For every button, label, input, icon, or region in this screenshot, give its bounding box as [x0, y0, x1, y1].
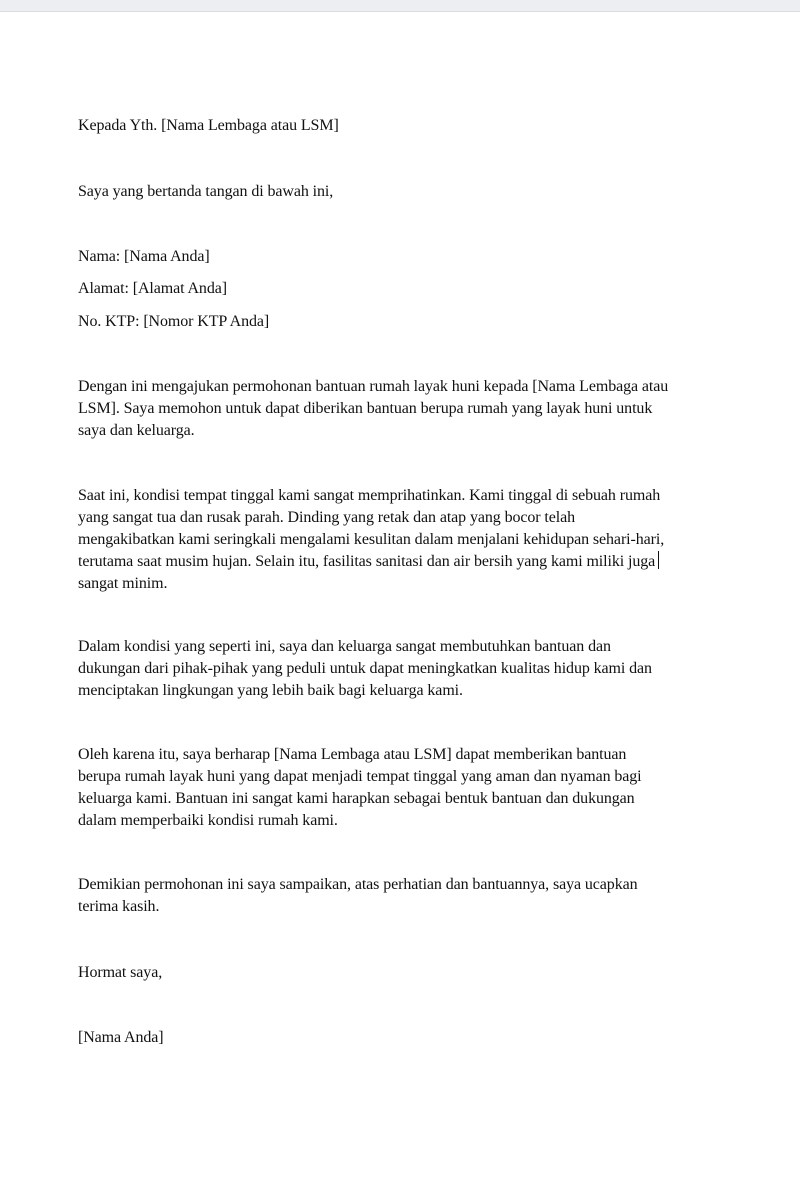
signature-line[interactable]: [Nama Anda]: [78, 1029, 164, 1046]
opening-line[interactable]: Saya yang bertanda tangan di bawah ini,: [78, 183, 334, 200]
paragraph-line: mengakibatkan kami seringkali mengalami kesulitan dalam menjalani kehidupan sehari-hari,: [78, 531, 665, 548]
paragraph-line: yang sangat tua dan rusak parah. Dinding yang retak dan atap yang bocor telah: [78, 509, 576, 526]
paragraph-line: dukungan dari pihak-pihak yang peduli untuk dapat meningkatkan kualitas hidup kami dan: [78, 660, 652, 677]
paragraph-line: dalam memperbaiki kondisi rumah kami.: [78, 812, 338, 829]
paragraph-line: Saat ini, kondisi tempat tinggal kami sangat memprihatinkan. Kami tinggal di sebuah rumah: [78, 487, 661, 504]
paragraph-line: sangat minim.: [78, 575, 168, 592]
paragraph-line: Oleh karena itu, saya berharap [Nama Lembaga atau LSM] dapat memberikan bantuan: [78, 746, 627, 763]
hope-paragraph[interactable]: [78, 744, 728, 832]
paragraph-line: saya dan keluarga.: [78, 422, 195, 439]
id-number-field-line[interactable]: No. KTP: [Nomor KTP Anda]: [78, 313, 270, 330]
closing-paragraph[interactable]: [78, 874, 728, 918]
need-paragraph[interactable]: [78, 636, 728, 702]
paragraph-line: berupa rumah layak huni yang dapat menjadi tempat tinggal yang aman dan nyaman bagi: [78, 768, 642, 785]
paragraph-line: Dalam kondisi yang seperti ini, saya dan keluarga sangat membutuhkan bantuan dan: [78, 638, 611, 655]
paragraph-line: Demikian permohonan ini saya sampaikan, atas perhatian dan bantuannya, saya ucapkan: [78, 876, 638, 893]
document-page[interactable]: [0, 12, 800, 1200]
address-field-line[interactable]: Alamat: [Alamat Anda]: [78, 280, 227, 297]
recipient-line[interactable]: Kepada Yth. [Nama Lembaga atau LSM]: [78, 117, 339, 134]
paragraph-line: terima kasih.: [78, 898, 160, 915]
window-top-bar: [0, 0, 800, 12]
paragraph-line: Dengan ini mengajukan permohonan bantuan rumah layak huni kepada [Nama Lembaga atau: [78, 378, 669, 395]
name-field-line[interactable]: Nama: [Nama Anda]: [78, 248, 210, 265]
paragraph-line: LSM]. Saya memohon untuk dapat diberikan bantuan berupa rumah yang layak huni untuk: [78, 400, 653, 417]
condition-paragraph[interactable]: [78, 485, 728, 595]
paragraph-line: keluarga kami. Bantuan ini sangat kami harapkan sebagai bentuk bantuan dan dukungan: [78, 790, 635, 807]
salutation-line[interactable]: Hormat saya,: [78, 964, 163, 981]
paragraph-line: terutama saat musim hujan. Selain itu, fasilitas sanitasi dan air bersih yang kami miliki juga: [78, 553, 656, 570]
request-paragraph[interactable]: [78, 376, 728, 442]
text-cursor: [658, 551, 659, 569]
paragraph-line-with-caret: [78, 551, 728, 573]
paragraph-line: menciptakan lingkungan yang lebih baik bagi keluarga kami.: [78, 682, 463, 699]
